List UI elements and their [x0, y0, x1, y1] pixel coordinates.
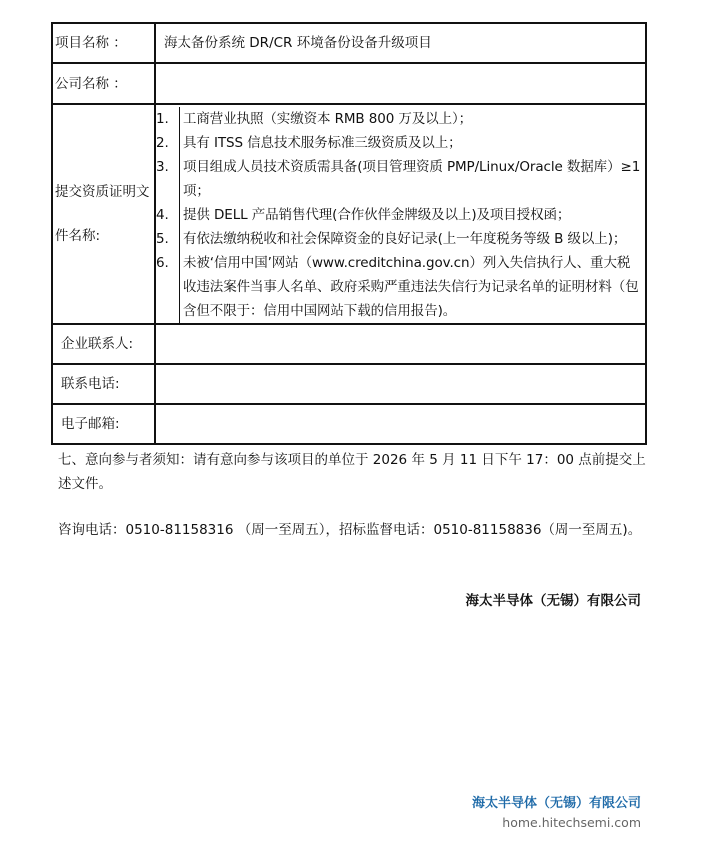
- qualification-number: 6.: [156, 251, 180, 323]
- company-value-field[interactable]: [155, 63, 646, 104]
- consult-paragraph: 咨询电话：0510-81158316 （周一至周五），招标监督电话：0510-81158836（周一至周五)。: [58, 522, 642, 538]
- company-label: 公司名称 ：: [52, 63, 155, 104]
- project-row: [52, 23, 646, 63]
- company-signature: 海太半导体（无锡）有限公司: [465, 593, 641, 609]
- qualification-number: 3.: [156, 155, 180, 203]
- qualification-text: 工商营业执照（实缴资本 RMB 800 万及以上）；: [183, 111, 473, 127]
- contact-row: [52, 324, 646, 364]
- project-label: 项目名称 ：: [52, 23, 155, 63]
- qualification-item: [156, 227, 645, 251]
- bid-form-table: [51, 22, 647, 445]
- qualification-text: 项目组成人员技术资质需具备(项目管理资质 PMP/Linux/Oracle 数据库）≥1 项；: [183, 159, 641, 199]
- phone-row: [52, 364, 646, 404]
- qualification-text: 有依法缴纳税收和社会保障资金的良好记录(上一年度税务等级 B 级以上)；: [183, 231, 627, 247]
- qualifications-list: [156, 105, 645, 323]
- contact-label: 企业联系人:: [52, 324, 155, 364]
- qualification-item: [156, 203, 645, 227]
- footer-url: home.hitechsemi.com: [502, 815, 641, 830]
- qualification-number: 5.: [156, 227, 180, 251]
- qualifications-row: [52, 104, 646, 324]
- phone-label: 联系电话:: [52, 364, 155, 404]
- notice-paragraph: 七、意向参与者须知：请有意向参与该项目的单位于 2026 年 5 月 11 日下午 17：00 点前提交上述文件。: [58, 452, 646, 492]
- qualification-text: 提供 DELL 产品销售代理(合作伙伴金牌级及以上)及项目授权函；: [183, 207, 571, 223]
- project-value: 海太备份系统 DR/CR 环境备份设备升级项目: [155, 23, 646, 63]
- footer-brand: 海太半导体（无锡）有限公司: [471, 796, 641, 811]
- qualification-text: 具有 ITSS 信息技术服务标准三级资质及以上；: [183, 135, 462, 151]
- qualification-item: [156, 251, 645, 323]
- qualification-number: 2.: [156, 131, 180, 155]
- qualification-item: [156, 131, 645, 155]
- contact-value-field[interactable]: [155, 324, 646, 364]
- qualifications-cell: [155, 104, 646, 324]
- qualification-item: [156, 155, 645, 203]
- qualifications-label: 提交资质证明文件名称:: [52, 104, 155, 324]
- email-label: 电子邮箱:: [52, 404, 155, 444]
- qualification-item: [156, 107, 645, 131]
- email-value-field[interactable]: [155, 404, 646, 444]
- phone-value-field[interactable]: [155, 364, 646, 404]
- qualification-number: 1.: [156, 107, 180, 131]
- company-row: [52, 63, 646, 104]
- email-row: [52, 404, 646, 444]
- qualification-number: 4.: [156, 203, 180, 227]
- qualification-text: 未被‘信用中国’网站（www.creditchina.gov.cn）列入失信执行人、重大税收违法案件当事人名单、政府采购严重违法失信行为记录名单的证明材料（包含但不限于：信用中国网站下载的信用报告)。: [183, 255, 639, 319]
